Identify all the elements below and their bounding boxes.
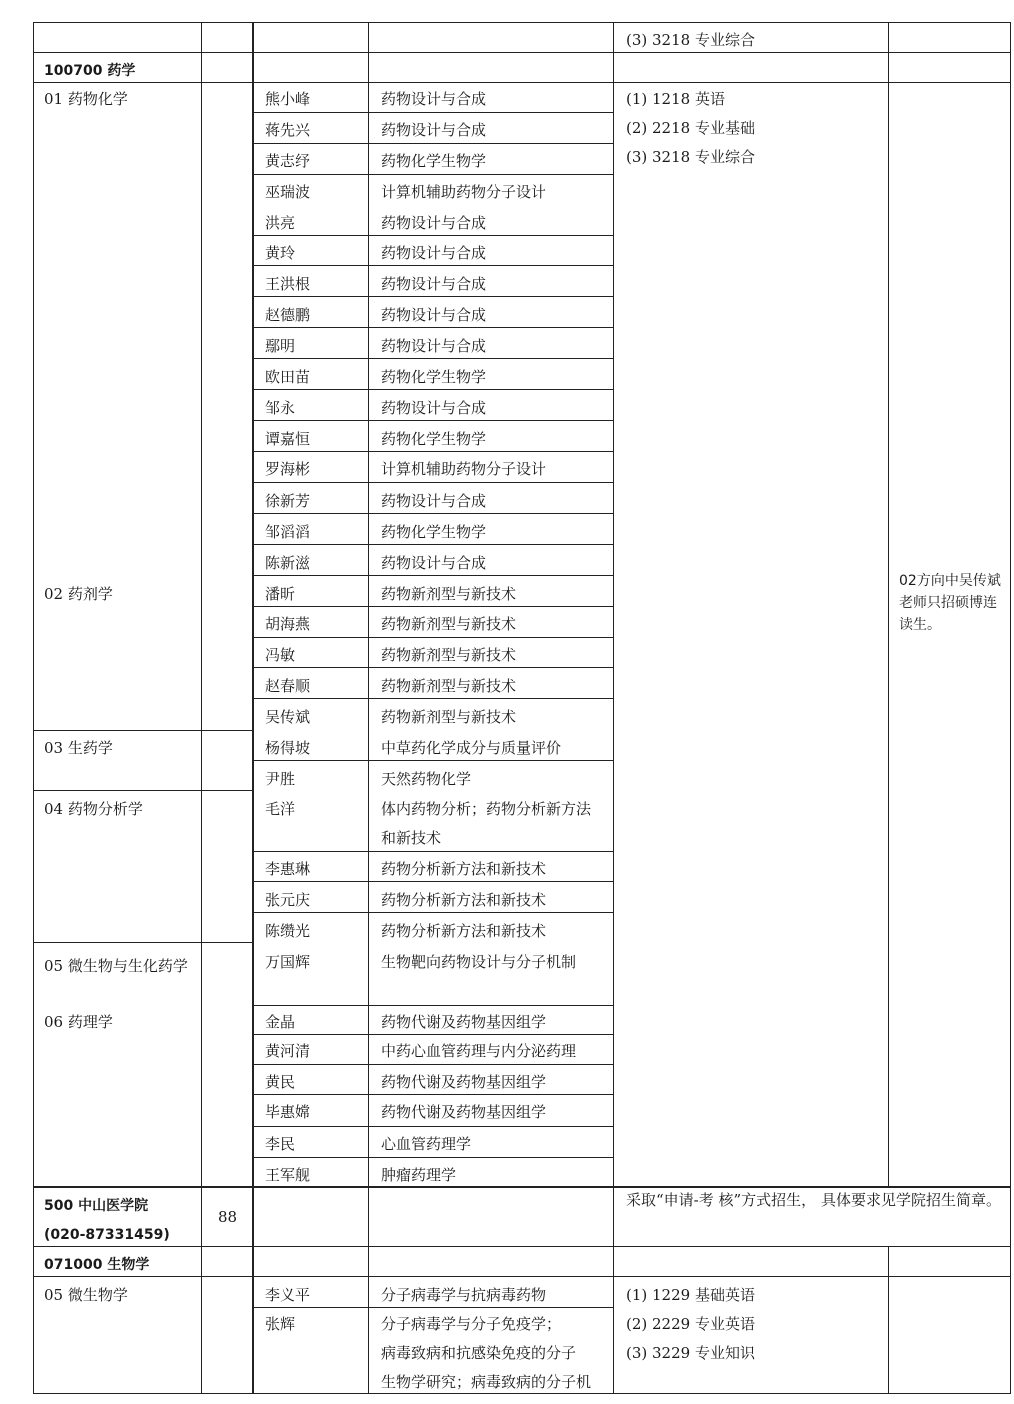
advisor-name: 万国辉: [265, 953, 311, 971]
advisor-name: 邹滔滔: [265, 523, 311, 541]
advisor-name: 欧田苗: [265, 368, 311, 386]
row-divider: [253, 606, 613, 607]
col-divider: [613, 22, 614, 1394]
row-divider: [253, 912, 613, 913]
advisor-name: 陈新滋: [265, 554, 311, 572]
row-divider: [253, 358, 613, 359]
direction-label: 01 药物化学: [44, 90, 128, 108]
advisor-name: 尹胜: [265, 770, 296, 788]
row-divider: [253, 451, 613, 452]
exam-item: (3) 3218 专业综合: [626, 148, 755, 166]
exam-item: (1) 1218 英语: [626, 90, 725, 108]
advisor-name: 陈缵光: [265, 922, 311, 940]
row-divider: [253, 1005, 613, 1006]
row-divider: [253, 235, 613, 236]
advisor-research: 药物新剂型与新技术: [381, 646, 517, 664]
exam-item: (1) 1229 基础英语: [626, 1286, 755, 1304]
advisor-research: 药物化学生物学: [381, 152, 487, 170]
advisor-name: 李惠琳: [265, 860, 311, 878]
advisor-name: 毕惠嫦: [265, 1103, 311, 1121]
advisor-name: 吴传斌: [265, 708, 311, 726]
advisor-name: 徐新芳: [265, 492, 311, 510]
row-divider: [253, 389, 613, 390]
advisor-research: 药物分析新方法和新技术: [381, 922, 547, 940]
remark-note: 02方向中吴传斌老师只招硕博连读生。: [899, 573, 1001, 633]
col-divider: [888, 1246, 889, 1394]
row-divider: [253, 667, 613, 668]
row-divider: [253, 1064, 613, 1065]
major-title: 071000 生物学: [44, 1257, 150, 1273]
row-divider: [253, 296, 613, 297]
row-divider: [253, 1157, 613, 1158]
col-divider: [201, 22, 202, 1394]
advisor-name: 洪亮: [265, 214, 296, 232]
advisor-name: 巫瑞波: [265, 183, 311, 201]
direction-divider: [33, 790, 253, 791]
advisor-research: 药物设计与合成: [381, 337, 487, 355]
advisor-research: 药物设计与合成: [381, 275, 487, 293]
advisor-name: 王洪根: [265, 275, 311, 293]
advisor-name: 金晶: [265, 1013, 296, 1031]
exam-item: (2) 2229 专业英语: [626, 1315, 755, 1333]
row-divider: [253, 851, 613, 852]
advisor-name: 潘昕: [265, 585, 296, 603]
exam-item: (3) 3218 专业综合: [626, 31, 755, 49]
advisor-research: 药物设计与合成: [381, 399, 487, 417]
advisor-research: 药物设计与合成: [381, 244, 487, 262]
advisor-name: 赵德鹏: [265, 306, 311, 324]
school-note: 采取“申请-考 核”方式招生， 具体要求见学院招生简章。: [626, 1191, 1001, 1209]
advisor-name: 谭嘉恒: [265, 430, 311, 448]
advisor-name: 鄢明: [265, 337, 296, 355]
advisor-name: 黄民: [265, 1073, 296, 1091]
row-divider: [253, 327, 613, 328]
advisor-name: 张辉: [265, 1315, 296, 1333]
advisor-research: 药物化学生物学: [381, 523, 487, 541]
advisor-research: 体内药物分析；药物分析新方法: [381, 800, 592, 818]
row-divider: [253, 1307, 613, 1308]
advisor-research: 药物代谢及药物基因组学: [381, 1073, 547, 1091]
advisor-name: 赵春顺: [265, 677, 311, 695]
row-divider: [33, 1276, 1011, 1277]
advisor-research: 药物化学生物学: [381, 368, 487, 386]
advisor-research: 药物分析新方法和新技术: [381, 860, 547, 878]
advisor-research: 中药心血管药理与内分泌药理: [381, 1042, 577, 1060]
advisor-research: 生物学研究；病毒致病的分子机: [381, 1373, 592, 1391]
advisor-research: 药物新剂型与新技术: [381, 615, 517, 633]
direction-label: 05 微生物与生化药学: [44, 957, 188, 975]
row-divider: [253, 265, 613, 266]
advisor-research: 药物新剂型与新技术: [381, 677, 517, 695]
advisor-research: 计算机辅助药物分子设计: [381, 460, 547, 478]
table-left-border: [33, 22, 34, 1394]
advisor-research: 心血管药理学: [381, 1135, 472, 1153]
advisor-research: 药物化学生物学: [381, 430, 487, 448]
row-divider: [33, 82, 1011, 83]
direction-label: 03 生药学: [44, 739, 113, 757]
row-divider: [253, 575, 613, 576]
advisor-research: 药物设计与合成: [381, 306, 487, 324]
row-divider: [253, 881, 613, 882]
row-divider: [33, 52, 1011, 53]
table-right-border: [1010, 22, 1011, 1394]
row-divider: [253, 143, 613, 144]
advisor-research: 药物设计与合成: [381, 90, 487, 108]
direction-label: 05 微生物学: [44, 1286, 128, 1304]
advisor-name: 李民: [265, 1135, 296, 1153]
advisor-name: 黄志纾: [265, 152, 311, 170]
advisor-research: 病毒致病和抗感染免疫的分子: [381, 1344, 577, 1362]
direction-label: 06 药理学: [44, 1013, 113, 1031]
advisor-name: 熊小峰: [265, 90, 311, 108]
advisor-name: 黄玲: [265, 244, 296, 262]
advisor-research: 药物分析新方法和新技术: [381, 891, 547, 909]
advisor-research: 药物设计与合成: [381, 121, 487, 139]
col-divider: [888, 22, 889, 1186]
advisor-research: 生物靶向药物设计与分子机制: [381, 953, 577, 971]
row-divider: [253, 1094, 613, 1095]
row-divider: [253, 544, 613, 545]
advisor-name: 李义平: [265, 1286, 311, 1304]
row-divider: [253, 513, 613, 514]
school-quota: 88: [218, 1208, 238, 1226]
advisor-name: 邹永: [265, 399, 296, 417]
row-divider: [253, 760, 613, 761]
advisor-research: 肿瘤药理学: [381, 1166, 457, 1184]
advisor-name: 胡海燕: [265, 615, 311, 633]
advisor-research: 药物代谢及药物基因组学: [381, 1103, 547, 1121]
direction-divider: [33, 730, 253, 731]
row-divider: [253, 420, 613, 421]
row-divider: [253, 482, 613, 483]
advisor-research: 药物新剂型与新技术: [381, 585, 517, 603]
school-name: 500 中山医学院: [44, 1198, 149, 1214]
advisor-research: 分子病毒学与抗病毒药物: [381, 1286, 547, 1304]
exam-item: (2) 2218 专业基础: [626, 119, 755, 137]
exam-item: (3) 3229 专业知识: [626, 1344, 755, 1362]
advisor-name: 张元庆: [265, 891, 311, 909]
row-divider: [33, 1186, 1011, 1188]
col-divider: [368, 22, 369, 1394]
advisor-name: 罗海彬: [265, 460, 311, 478]
advisor-name: 毛洋: [265, 800, 296, 818]
row-divider: [253, 112, 613, 113]
advisor-research: 和新技术: [381, 829, 442, 847]
row-divider: [253, 637, 613, 638]
direction-divider: [33, 942, 253, 943]
advisor-name: 冯敏: [265, 646, 296, 664]
row-divider: [253, 1126, 613, 1127]
advisor-research: 分子病毒学与分子免疫学；: [381, 1315, 562, 1333]
advisor-research: 计算机辅助药物分子设计: [381, 183, 547, 201]
advisor-name: 蒋先兴: [265, 121, 311, 139]
advisor-research: 药物设计与合成: [381, 554, 487, 572]
row-divider: [253, 1034, 613, 1035]
advisor-research: 药物新剂型与新技术: [381, 708, 517, 726]
advisor-research: 天然药物化学: [381, 770, 472, 788]
direction-label: 02 药剂学: [44, 585, 113, 603]
row-divider: [253, 698, 613, 699]
row-divider: [253, 174, 613, 175]
major-title: 100700 药学: [44, 63, 136, 79]
school-phone: (020-87331459): [44, 1227, 170, 1243]
table-bottom-border: [33, 1393, 1011, 1394]
advisor-research: 中草药化学成分与质量评价: [381, 739, 562, 757]
advisor-name: 王军舰: [265, 1166, 311, 1184]
direction-label: 04 药物分析学: [44, 800, 143, 818]
advisor-research: 药物设计与合成: [381, 492, 487, 510]
advisor-research: 药物代谢及药物基因组学: [381, 1013, 547, 1031]
col-divider: [252, 22, 254, 1394]
row-divider: [33, 1246, 1011, 1247]
advisor-name: 杨得坡: [265, 739, 311, 757]
advisor-research: 药物设计与合成: [381, 214, 487, 232]
advisor-name: 黄河清: [265, 1042, 311, 1060]
table-top-border: [33, 22, 1011, 23]
